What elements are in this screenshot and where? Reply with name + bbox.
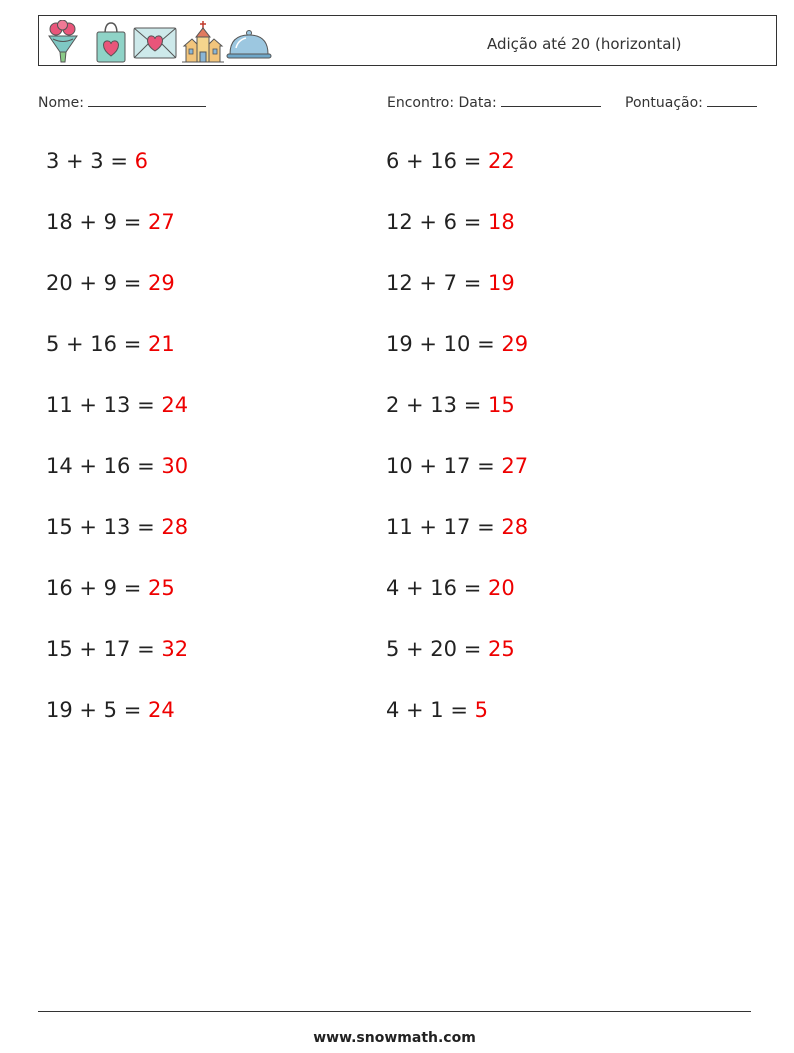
problem-answer: 27 (501, 454, 529, 478)
problem-answer: 27 (148, 210, 175, 234)
problem-answer: 20 (488, 576, 515, 600)
name-field (38, 94, 206, 111)
problem-7 (46, 515, 188, 539)
problem-question: 14 + 16 = (46, 454, 155, 478)
problem-13 (386, 271, 515, 295)
worksheet-header (38, 15, 777, 66)
problem-2 (46, 210, 175, 234)
problem-11 (386, 149, 515, 173)
problem-answer: 29 (148, 271, 175, 295)
problem-answer: 19 (488, 271, 515, 295)
problem-question: 6 + 16 = (386, 149, 482, 173)
problem-12 (386, 210, 515, 234)
problem-4 (46, 332, 175, 356)
problem-answer: 24 (161, 393, 189, 417)
problem-question: 15 + 13 = (46, 515, 155, 539)
problem-answer: 24 (148, 698, 175, 722)
problem-answer: 28 (161, 515, 189, 539)
problem-question: 4 + 16 = (386, 576, 482, 600)
problem-question: 10 + 17 = (386, 454, 495, 478)
name-blank (88, 94, 206, 107)
problem-17 (386, 515, 528, 539)
date-label: Encontro: Data: (387, 95, 497, 111)
bouquet-icon (44, 20, 82, 64)
problem-5 (46, 393, 188, 417)
problem-18 (386, 576, 515, 600)
problem-6 (46, 454, 188, 478)
love-letter-icon (132, 20, 178, 64)
shopping-bag-heart-icon (94, 20, 128, 64)
problem-answer: 29 (501, 332, 529, 356)
problem-answer: 25 (148, 576, 175, 600)
problem-question: 5 + 20 = (386, 637, 482, 661)
problem-question: 15 + 17 = (46, 637, 155, 661)
problem-9 (46, 637, 188, 661)
problem-3 (46, 271, 175, 295)
problem-question: 20 + 9 = (46, 271, 142, 295)
problem-answer: 15 (488, 393, 515, 417)
problem-answer: 21 (148, 332, 175, 356)
problem-answer: 6 (134, 149, 149, 173)
problem-answer: 22 (488, 149, 515, 173)
problem-question: 11 + 17 = (386, 515, 495, 539)
problem-question: 5 + 16 = (46, 332, 142, 356)
problem-answer: 30 (161, 454, 189, 478)
problem-answer: 28 (501, 515, 529, 539)
problem-19 (386, 637, 515, 661)
problem-question: 12 + 6 = (386, 210, 482, 234)
problem-question: 19 + 10 = (386, 332, 495, 356)
problem-question: 4 + 1 = (386, 698, 468, 722)
name-label: Nome: (38, 95, 85, 111)
date-field (387, 94, 601, 111)
problem-question: 16 + 9 = (46, 576, 142, 600)
problem-20 (386, 698, 488, 722)
problem-question: 3 + 3 = (46, 149, 128, 173)
problem-answer: 18 (488, 210, 515, 234)
worksheet-title: Adição até 20 (horizontal) (487, 35, 682, 53)
problem-answer: 32 (161, 637, 189, 661)
date-blank (501, 94, 601, 107)
problem-question: 18 + 9 = (46, 210, 142, 234)
score-blank (707, 94, 757, 107)
problem-10 (46, 698, 175, 722)
problem-14 (386, 332, 528, 356)
score-field (625, 94, 757, 111)
problem-answer: 5 (474, 698, 489, 722)
problem-question: 2 + 13 = (386, 393, 482, 417)
chapel-icon (182, 20, 224, 64)
problem-question: 19 + 5 = (46, 698, 142, 722)
footer-website: www.snowmath.com (313, 1030, 476, 1046)
problem-answer: 25 (488, 637, 515, 661)
problem-question: 11 + 13 = (46, 393, 155, 417)
score-label: Pontuação: (625, 95, 703, 111)
problem-16 (386, 454, 528, 478)
footer-divider (38, 1011, 751, 1012)
problem-8 (46, 576, 175, 600)
serving-cloche-icon (226, 20, 272, 64)
problem-15 (386, 393, 515, 417)
problem-1 (46, 149, 148, 173)
problem-question: 12 + 7 = (386, 271, 482, 295)
